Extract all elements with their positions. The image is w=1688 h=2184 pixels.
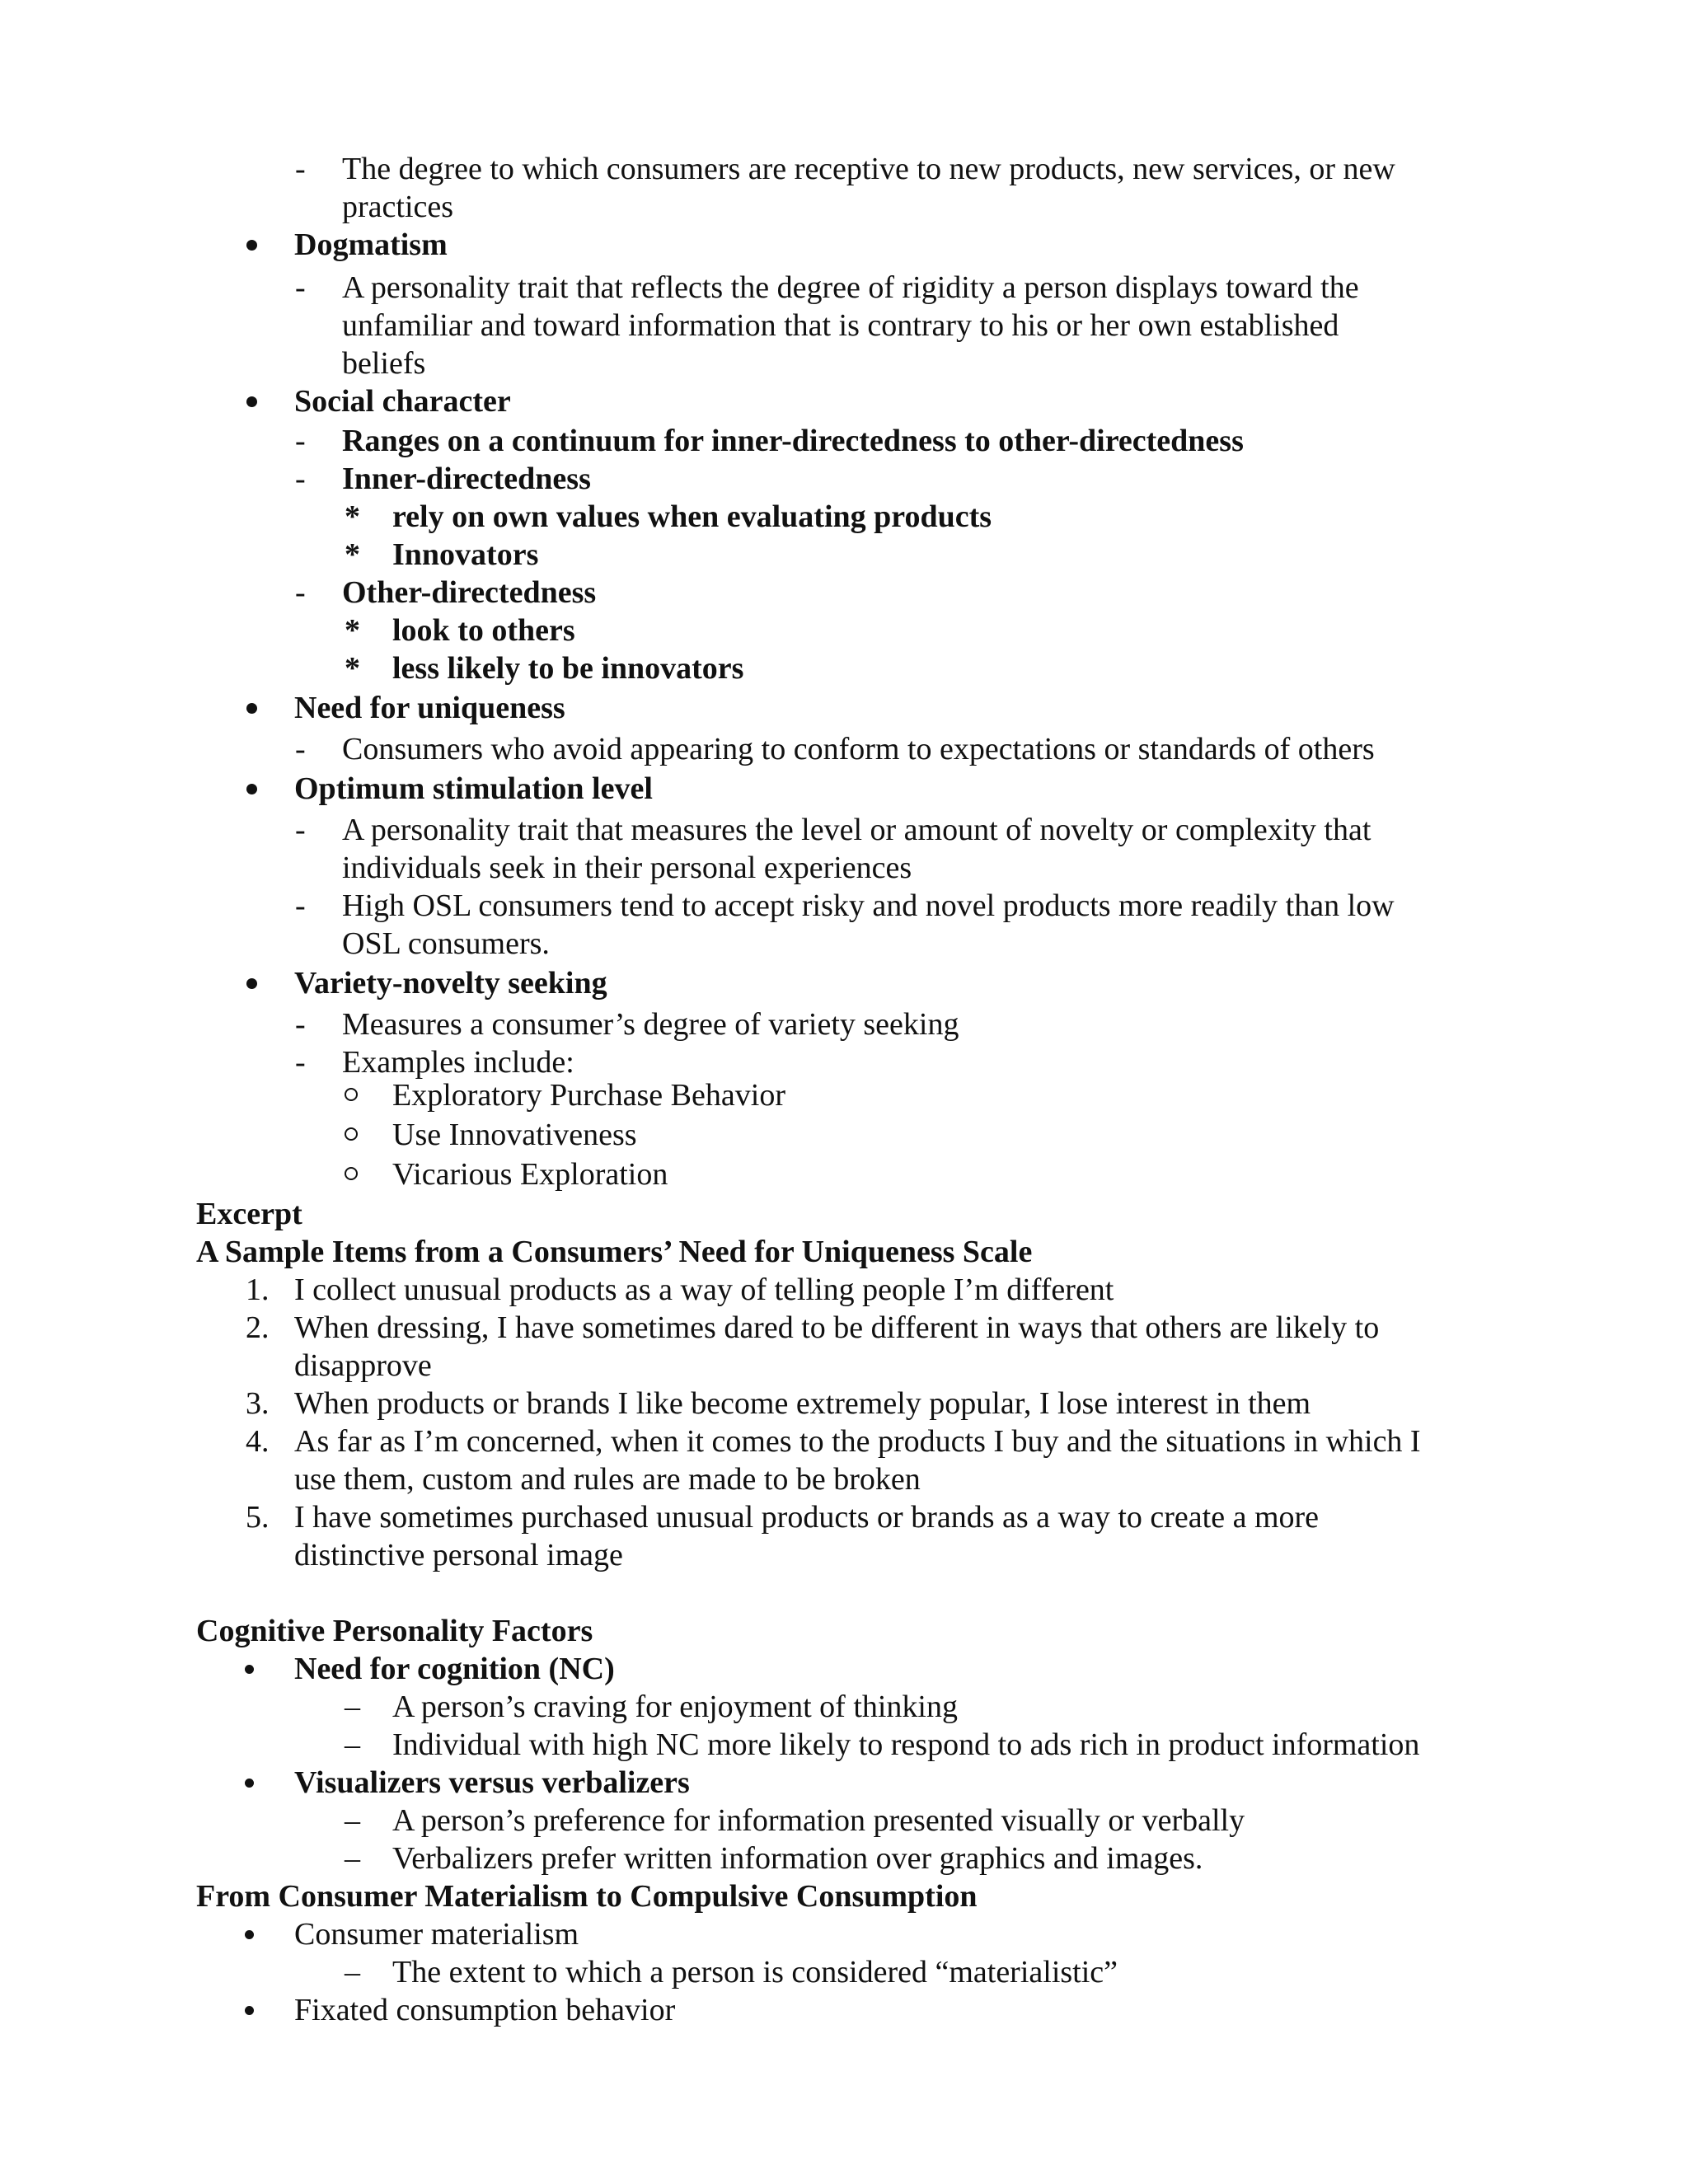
list-item: As far as I’m concerned, when it comes to the products I buy and the situations in which I	[294, 1424, 1421, 1459]
list-item: disapprove	[294, 1348, 432, 1383]
text-line: unfamiliar and toward information that is contrary to his or her own established	[342, 308, 1339, 343]
list-number: 4.	[246, 1424, 270, 1459]
circle-bullet	[345, 1167, 358, 1180]
text-line: High OSL consumers tend to accept risky and novel products more readily than low	[342, 888, 1395, 923]
dash-bullet: -	[295, 1007, 306, 1042]
text-line: The degree to which consumers are receptive to new products, new services, or new	[342, 152, 1395, 186]
text-line: Fixated consumption behavior	[294, 1993, 676, 2027]
text-line: Innovators	[392, 537, 539, 572]
heading-social-character: Social character	[294, 384, 511, 419]
dash-bullet: -	[295, 270, 306, 305]
circle-bullet	[345, 1127, 358, 1141]
heading-need-for-uniqueness: Need for uniqueness	[294, 691, 565, 725]
text-line: less likely to be innovators	[392, 651, 744, 686]
list-item: use them, custom and rules are made to be broken	[294, 1462, 921, 1497]
text-line: Other-directedness	[342, 575, 597, 610]
bullet-dot	[246, 240, 257, 251]
list-number: 2.	[246, 1310, 270, 1345]
dash-bullet: -	[295, 462, 306, 496]
text-line: individuals seek in their personal experiences	[342, 851, 912, 885]
heading-need-for-cognition: Need for cognition (NC)	[294, 1652, 615, 1686]
text-line: Exploratory Purchase Behavior	[392, 1078, 785, 1113]
text-line: beliefs	[342, 346, 426, 381]
heading-consumer-materialism-to-compulsive-consumption: From Consumer Materialism to Compulsive Consumption	[196, 1879, 978, 1914]
text-line: Individual with high NC more likely to respond to ads rich in product information	[392, 1727, 1420, 1762]
text-line: rely on own values when evaluating products	[392, 499, 992, 534]
heading-visualizers-versus-verbalizers: Visualizers versus verbalizers	[294, 1765, 690, 1800]
text-line: A personality trait that reflects the degree of rigidity a person displays toward the	[342, 270, 1359, 305]
list-item: When dressing, I have sometimes dared to be different in ways that others are likely to	[294, 1310, 1380, 1345]
heading-sample-items: A Sample Items from a Consumers’ Need for Uniqueness Scale	[196, 1235, 1033, 1269]
dash-bullet: -	[295, 152, 306, 186]
heading-cognitive-personality-factors: Cognitive Personality Factors	[196, 1614, 593, 1648]
list-item: When products or brands I like become extremely popular, I lose interest in them	[294, 1386, 1311, 1421]
star-bullet: *	[345, 499, 360, 534]
heading-excerpt: Excerpt	[196, 1197, 302, 1231]
dash-bullet: -	[295, 813, 306, 847]
heading-variety-novelty-seeking: Variety-novelty seeking	[294, 966, 607, 1001]
bullet-dot	[245, 1930, 254, 1939]
dash-bullet: -	[295, 732, 306, 766]
text-line: Consumers who avoid appearing to conform to expectations or standards of others	[342, 732, 1375, 766]
text-line: Ranges on a continuum for inner-directedness to other-directedness	[342, 424, 1244, 458]
bullet-dot	[245, 2006, 254, 2015]
heading-dogmatism: Dogmatism	[294, 227, 448, 262]
text-line: Vicarious Exploration	[392, 1157, 668, 1192]
circle-bullet	[345, 1088, 358, 1101]
list-item: I have sometimes purchased unusual products or brands as a way to create a more	[294, 1500, 1320, 1535]
text-line: Examples include:	[342, 1045, 574, 1080]
bullet-dot	[245, 1665, 254, 1674]
star-bullet: *	[345, 613, 360, 648]
endash-bullet: –	[345, 1955, 360, 1990]
list-item: distinctive personal image	[294, 1538, 623, 1572]
text-line: OSL consumers.	[342, 926, 550, 961]
text-line: Consumer materialism	[294, 1917, 579, 1952]
text-line: A person’s preference for information presented visually or verbally	[392, 1803, 1245, 1838]
text-line: The extent to which a person is considered “materialistic”	[392, 1955, 1118, 1990]
dash-bullet: -	[295, 888, 306, 923]
dash-bullet: -	[295, 1045, 306, 1080]
bullet-dot	[246, 978, 257, 989]
star-bullet: *	[345, 651, 360, 686]
bullet-dot	[246, 784, 257, 794]
bullet-dot	[245, 1779, 254, 1788]
bullet-dot	[246, 396, 257, 407]
text-line: Measures a consumer’s degree of variety seeking	[342, 1007, 959, 1042]
text-line: look to others	[392, 613, 575, 648]
heading-optimum-stimulation-level: Optimum stimulation level	[294, 771, 653, 806]
text-line: Verbalizers prefer written information over graphics and images.	[392, 1841, 1203, 1876]
list-number: 1.	[246, 1272, 270, 1307]
endash-bullet: –	[345, 1727, 360, 1762]
text-line: practices	[342, 190, 454, 224]
list-item: I collect unusual products as a way of telling people I’m different	[294, 1272, 1114, 1307]
star-bullet: *	[345, 537, 360, 572]
endash-bullet: –	[345, 1803, 360, 1838]
text-line: Inner-directedness	[342, 462, 591, 496]
list-number: 5.	[246, 1500, 270, 1535]
list-number: 3.	[246, 1386, 270, 1421]
dash-bullet: -	[295, 575, 306, 610]
text-line: Use Innovativeness	[392, 1118, 637, 1152]
text-line: A person’s craving for enjoyment of thinking	[392, 1690, 958, 1724]
dash-bullet: -	[295, 424, 306, 458]
endash-bullet: –	[345, 1690, 360, 1724]
endash-bullet: –	[345, 1841, 360, 1876]
bullet-dot	[246, 703, 257, 714]
text-line: A personality trait that measures the level or amount of novelty or complexity that	[342, 813, 1372, 847]
